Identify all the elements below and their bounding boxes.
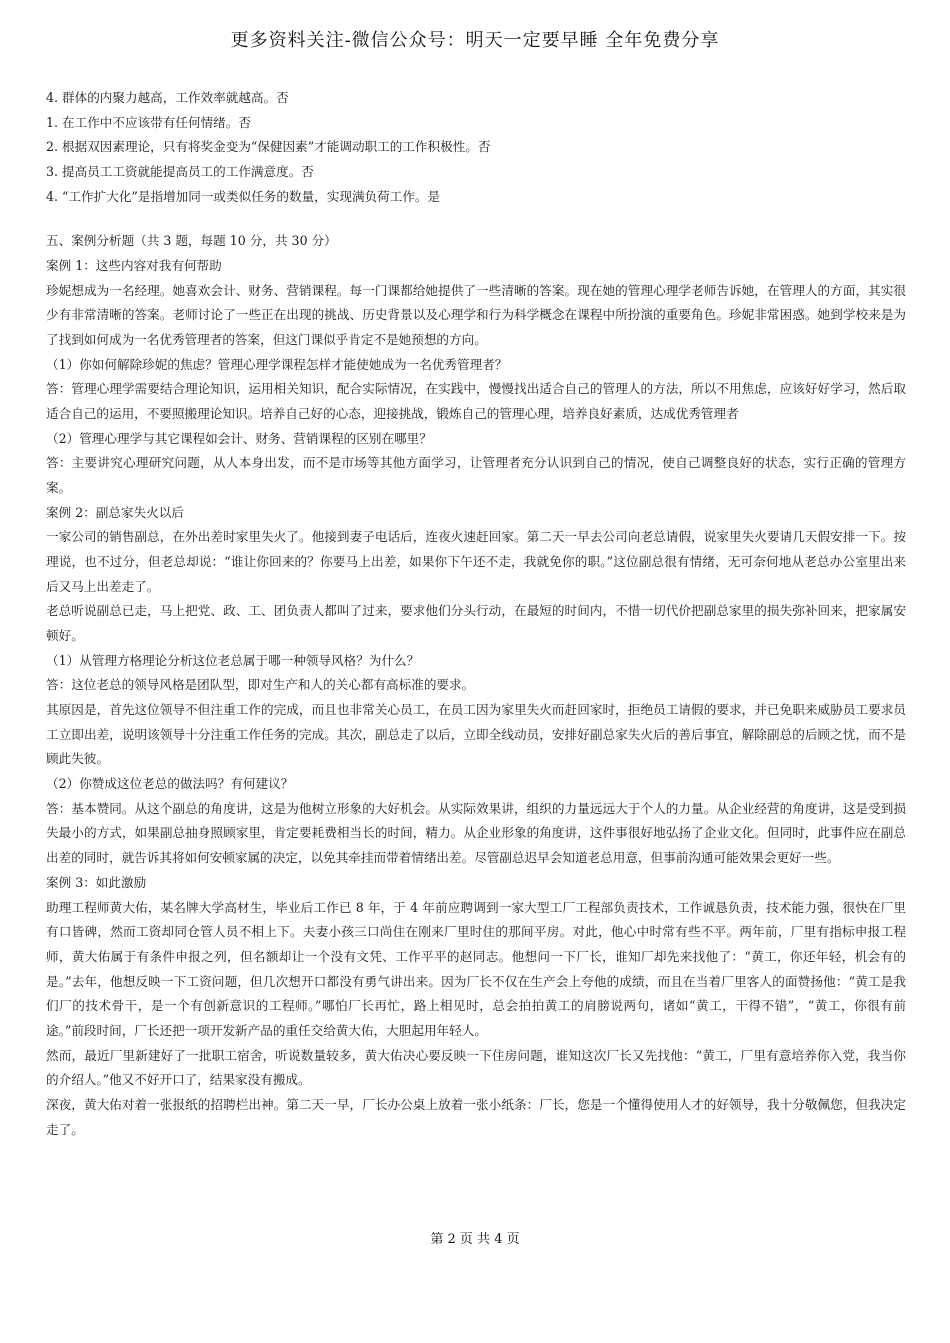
case-title: 案例 2：副总家失火以后: [46, 504, 184, 520]
case-paragraph: 然而，最近厂里新建好了一批职工宿舍，听说数量较多，黄大佑决心要反映一下住房问题，谁知这次厂长又先找他：“黄工，厂里有意培养你入党，我当你的介绍人。”他又不好开口了，结果家没有搬成。: [46, 1047, 906, 1088]
case-question: （2）你赞成这位老总的做法吗？有何建议？: [46, 776, 294, 792]
section-title: 五、案例分析题（共 3 题，每题 10 分，共 30 分）: [46, 233, 337, 249]
case-question: （1）从管理方格理论分析这位老总属于哪一种领导风格？为什么？: [46, 652, 420, 668]
case-answer: 其原因是，首先这位领导不但注重工作的完成，而且也非常关心员工，在员工因为家里失火而赶回家时，拒绝员工请假的要求，并已免职来威胁员工要求员工立即出差，说明该领导十分注重工作任务的完成。其次，副总走了以后，立即全线动员，安排好副总家失火后的善后事宜，解除副总的后顾之忧，而不是顾此失彼。: [46, 702, 906, 767]
judgment-item: 4. 群体的内聚力越高，工作效率就越高。否: [46, 90, 289, 105]
document-body: [46, 86, 906, 1142]
case-paragraph: 老总听说副总已走，马上把党、政、工、团负责人都叫了过来，要求他们分头行动，在最短的时间内，不惜一切代价把副总家里的损失弥补回来，把家属安顿好。: [46, 603, 906, 644]
case-question: （1）你如何解除珍妮的焦虑？管理心理学课程怎样才能使她成为一名优秀管理者？: [46, 356, 508, 372]
case-paragraph: 珍妮想成为一名经理。她喜欢会计、财务、营销课程。每一门课都给她提供了一些清晰的答案。现在她的管理心理学老师告诉她，在管理人的方面，其实很少有非常清晰的答案。老师讨论了一些正在出现的挑战、历史背景以及心理学和行为科学概念在课程中所扮演的重要角色。珍妮非常困惑。她到学校来是为了找到如何成为一名优秀管理者的答案，但这门课似乎肯定不是她预想的方向。: [46, 282, 906, 348]
page-header: 更多资料关注-微信公众号：明天一定要早睡 全年免费分享: [230, 30, 720, 51]
page-number: 第 2 页 共 4 页: [430, 1232, 520, 1247]
case-paragraph: 一家公司的销售副总，在外出差时家里失火了。他接到妻子电话后，连夜火速赶回家。第二天一早去公司向老总请假，说家里失火要请几天假安排一下。按理说，也不过分，但老总却说：“谁让你回来的？你要马上出差，如果你下午还不走，我就免你的职。”这位副总很有情绪，无可奈何地从老总办公室里出来后又马上出差走了。: [46, 529, 906, 594]
case-paragraph: 助理工程师黄大佑，某名牌大学高材生，毕业后工作已 8 年，于 4 年前应聘调到一家大型工厂工程部负责技术，工作诚恳负责，技术能力强，很快在厂里有口皆碑，然而工资却同仓管人员不相上下。夫妻小孩三口尚住在刚来厂里时住的那间平房。对此，他心中时常有些不平。两年前，厂里有指标申报工程师，黄大佑属于有条件申报之列，但名额却让一个没有文凭、工作平平的赵同志。他想问一下厂长，谁知厂却先来找他了：“黄工，你还年轻，机会有的是。”去年，他想反映一下工资问题，但几次想开口都没有勇气讲出来。因为厂长不仅在生产会上夸他的成绩，而且在当着厂里客人的面赞扬他：“黄工是我们厂的技术骨干，是一个有创新意识的工程师。”哪怕厂长再忙，路上相见时，总会拍拍黄工的肩膀说两句，诸如“黄工，干得不错”，“黄工，你很有前途。”前段时间，厂长还把一项开发新产品的重任交给黄大佑，大胆起用年轻人。: [46, 899, 906, 1038]
judgment-item: 3. 提高员工工资就能提高员工的工作满意度。否: [46, 164, 314, 180]
case-answer: 答：管理心理学需要结合理论知识，运用相关知识，配合实际情况，在实践中，慢慢找出适合自己的管理人的方法，所以不用焦虑，应该好好学习，然后取适合自己的运用，不要照搬理论知识。培养自己好的心态，迎接挑战，锻炼自己的管理心理，培养良好素质，达成优秀管理者: [46, 381, 906, 422]
case-paragraph: 深夜，黄大佑对着一张报纸的招聘栏出神。第二天一早，厂长办公桌上放着一张小纸条：厂长，您是一个懂得使用人才的好领导，我十分敬佩您，但我决定走了。: [46, 1096, 906, 1137]
judgment-item: 4. “工作扩大化”是指增加同一或类似任务的数量，实现满负荷工作。是: [46, 188, 441, 204]
case-answer: 答：这位老总的领导风格是团队型，即对生产和人的关心都有高标准的要求。: [46, 677, 475, 693]
case-answer: 答：基本赞同。从这个副总的角度讲，这是为他树立形象的大好机会。从实际效果讲，组织的力量远远大于个人的力量。从企业经营的角度讲，这是受到损失最小的方式，如果副总抽身照顾家里，肯定要耗费相当长的时间，精力。从企业形象的角度讲，这件事很好地弘扬了企业文化。但同时，此事件应在副总出差的同时，就告诉其将如何安顿家属的决定，以免其牵挂而带着情绪出差。尽管副总迟早会知道老总用意，但事前沟通可能效果会更好一些。: [46, 800, 906, 866]
case-answer: 答：主要讲究心理研究问题，从人本身出发，而不是市场等其他方面学习，让管理者充分认识到自己的情况，使自己调整良好的状态，实行正确的管理方案。: [46, 455, 906, 496]
spacer: [46, 209, 906, 229]
judgment-item: 1. 在工作中不应该带有任何情绪。否: [46, 114, 251, 130]
case-question: （2）管理心理学与其它课程如会计、财务、营销课程的区别在哪里？: [46, 430, 432, 446]
case-title: 案例 3：如此激励: [46, 874, 147, 890]
judgment-item: 2. 根据双因素理论，只有将奖金变为“保健因素”才能调动职工的工作积极性。否: [46, 139, 491, 155]
case-title: 案例 1：这些内容对我有何帮助: [46, 258, 222, 274]
